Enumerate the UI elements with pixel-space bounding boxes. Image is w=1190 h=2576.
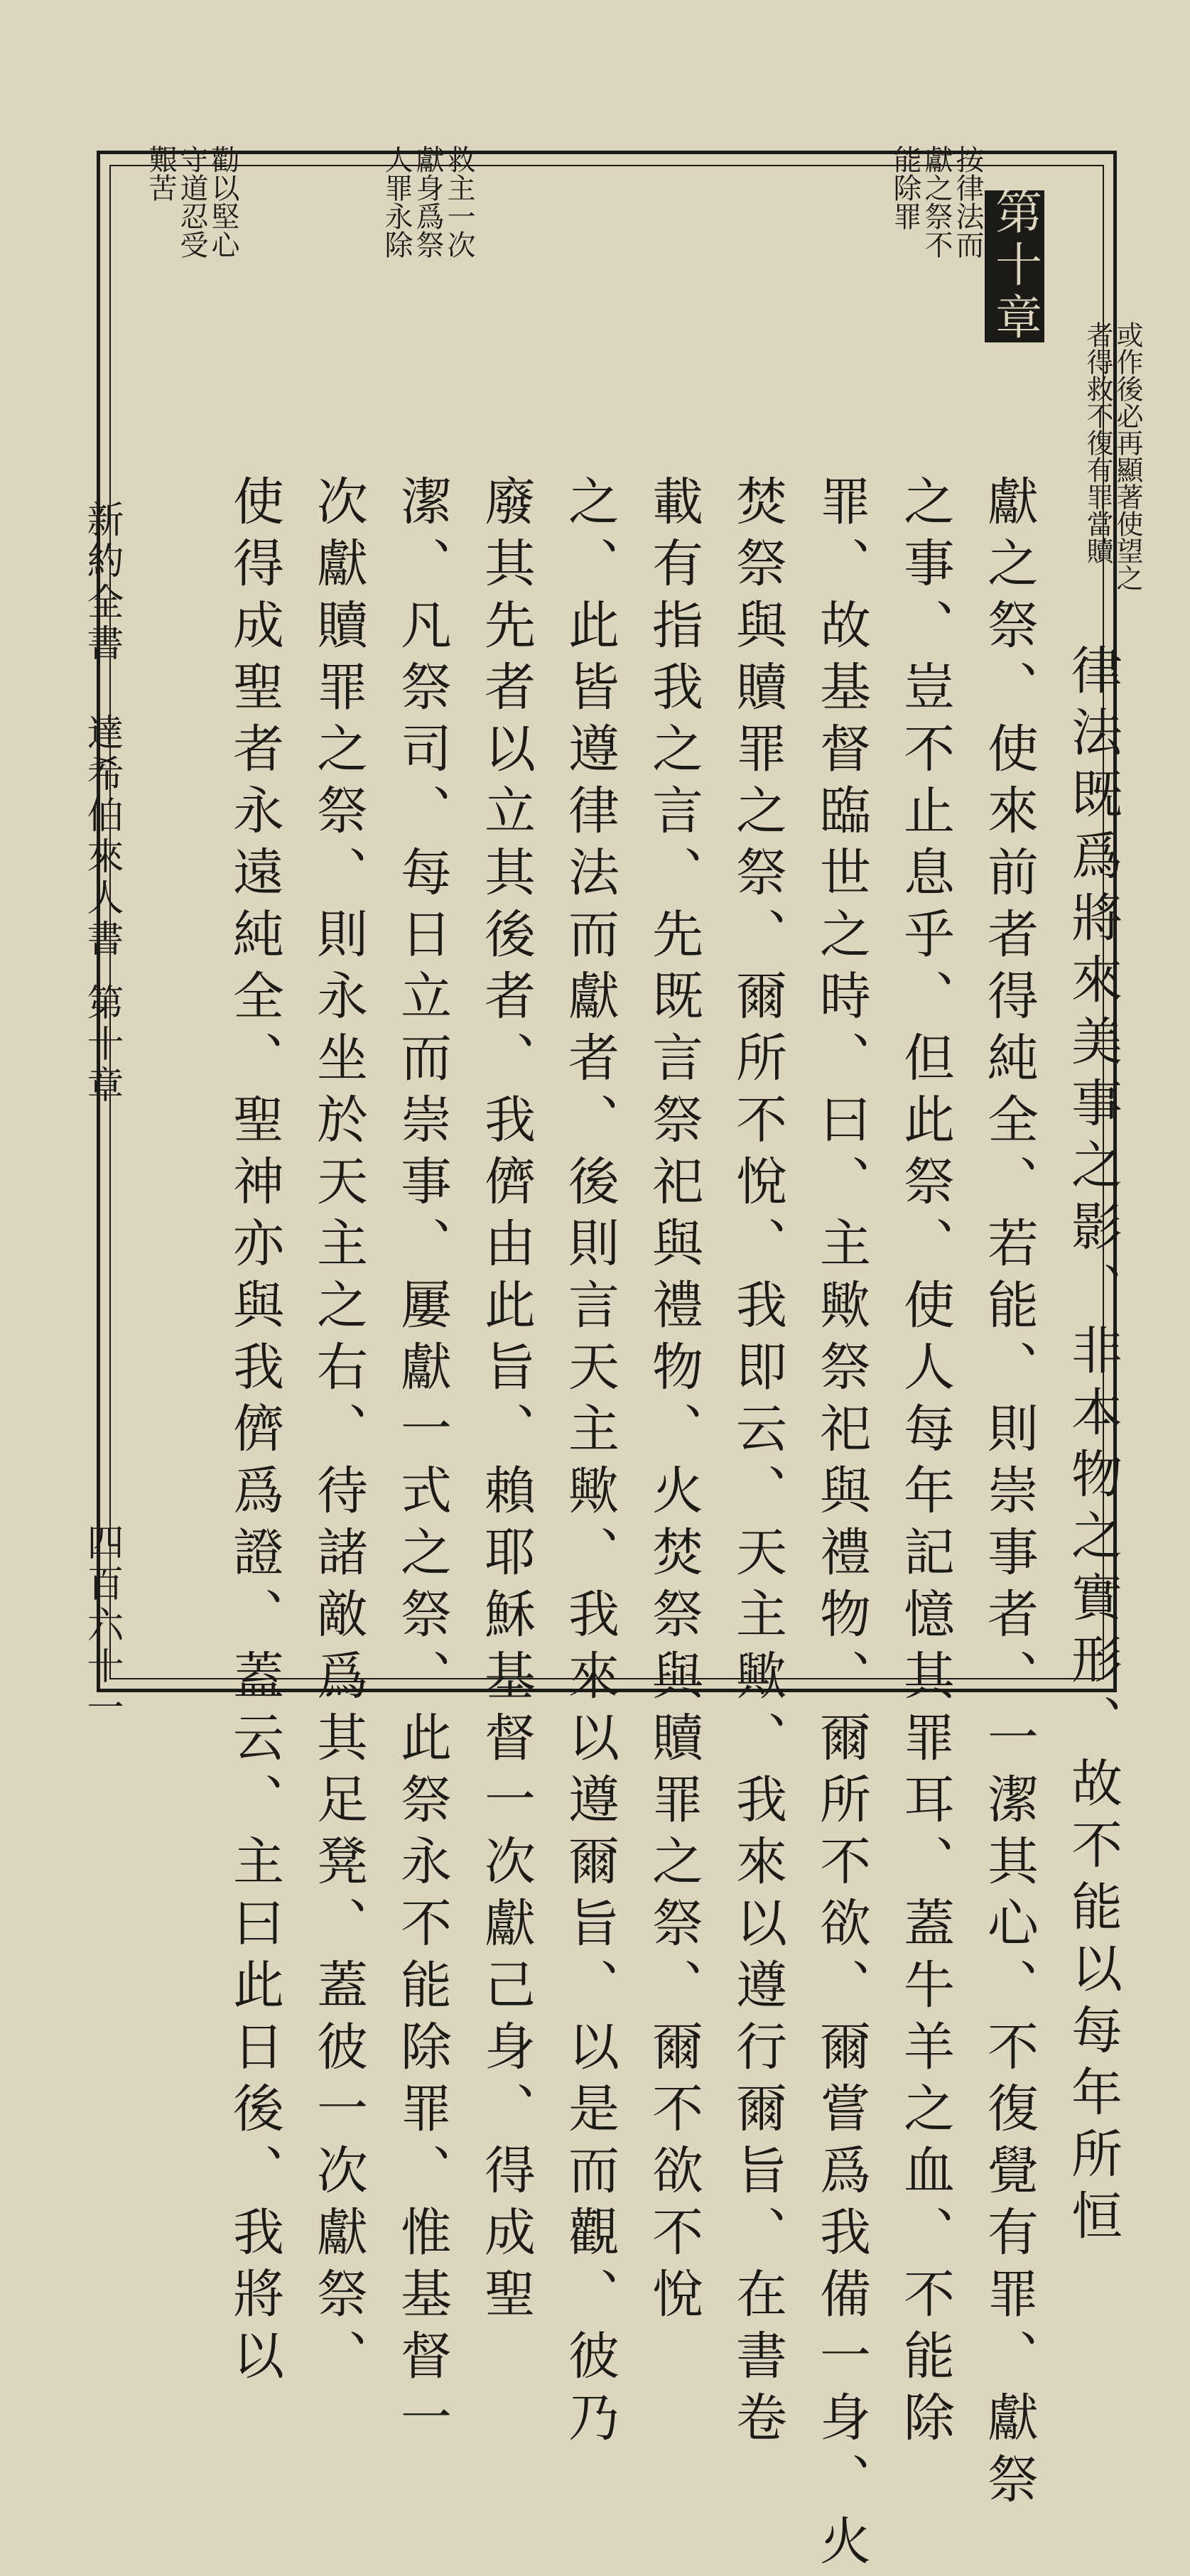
margin-note-exhort-3: 艱苦 — [144, 145, 177, 202]
chapter-badge: 第十章 — [985, 190, 1044, 342]
text-column-9: 潔、凡祭司、每日立而崇事、屢獻一式之祭、此祭永不能除罪、惟基督一 — [392, 475, 452, 2452]
text-column-3: 之事、豈不止息乎、但此祭、使人每年記憶其罪耳、蓋牛羊之血、不能除 — [895, 475, 955, 2452]
text-column-11: 使得成聖者永遠純全、聖神亦與我儕爲證、蓋云、主曰此日後、我將以 — [225, 475, 284, 2391]
running-head-section: 達希伯來人書 — [80, 713, 123, 960]
margin-note-savior-2: 獻身爲祭 — [411, 145, 444, 259]
text-column-4: 罪、故基督臨世之時、曰、主歟祭祀與禮物、爾所不欲、爾嘗爲我備一身、火 — [811, 475, 871, 2576]
text-column-5: 焚祭與贖罪之祭、爾所不悅、我即云、天主歟、我來以遵行爾旨、在書卷 — [727, 475, 787, 2452]
margin-note-law-2: 獻之祭不 — [920, 145, 953, 259]
running-head-chapter: 第十章 — [80, 983, 123, 1107]
text-column-8: 廢其先者以立其後者、我儕由此旨、賴耶穌基督一次獻己身、得成聖 — [476, 475, 536, 2329]
margin-note-exhort: 勸以堅心 — [207, 145, 239, 259]
text-column-1: 律法既爲將來美事之影、非本物之實形、故不能以每年所恒 — [1063, 644, 1123, 2251]
inset-note-line-1: 或作後必再顯著使望之 — [1112, 321, 1143, 591]
inset-note-line-2: 者得救不復有罪當贖 — [1082, 321, 1113, 564]
margin-note-savior: 救主一次 — [443, 145, 475, 259]
margin-note-exhort-2: 守道忍受 — [175, 145, 208, 259]
text-column-2: 獻之祭、使來前者得純全、若能、則崇事者、一潔其心、不復覺有罪、獻祭 — [979, 475, 1039, 2514]
page-number: 四百六十一 — [80, 1523, 123, 1729]
margin-note-savior-3: 人罪永除 — [380, 145, 413, 259]
running-head-book: 新約全書 — [80, 500, 123, 665]
text-column-7: 之、此皆遵律法而獻者、後則言天主歟、我來以遵爾旨、以是而觀、彼乃 — [560, 475, 620, 2452]
text-column-6: 載有指我之言、先既言祭祀與禮物、火焚祭與贖罪之祭、爾不欲不悅 — [644, 475, 703, 2329]
text-column-10: 次獻贖罪之祭、則永坐於天主之右、待諸敵爲其足凳、蓋彼一次獻祭、 — [308, 475, 368, 2391]
margin-note-law-3: 能除罪 — [889, 145, 921, 230]
margin-note-law: 按律法而 — [951, 145, 984, 259]
